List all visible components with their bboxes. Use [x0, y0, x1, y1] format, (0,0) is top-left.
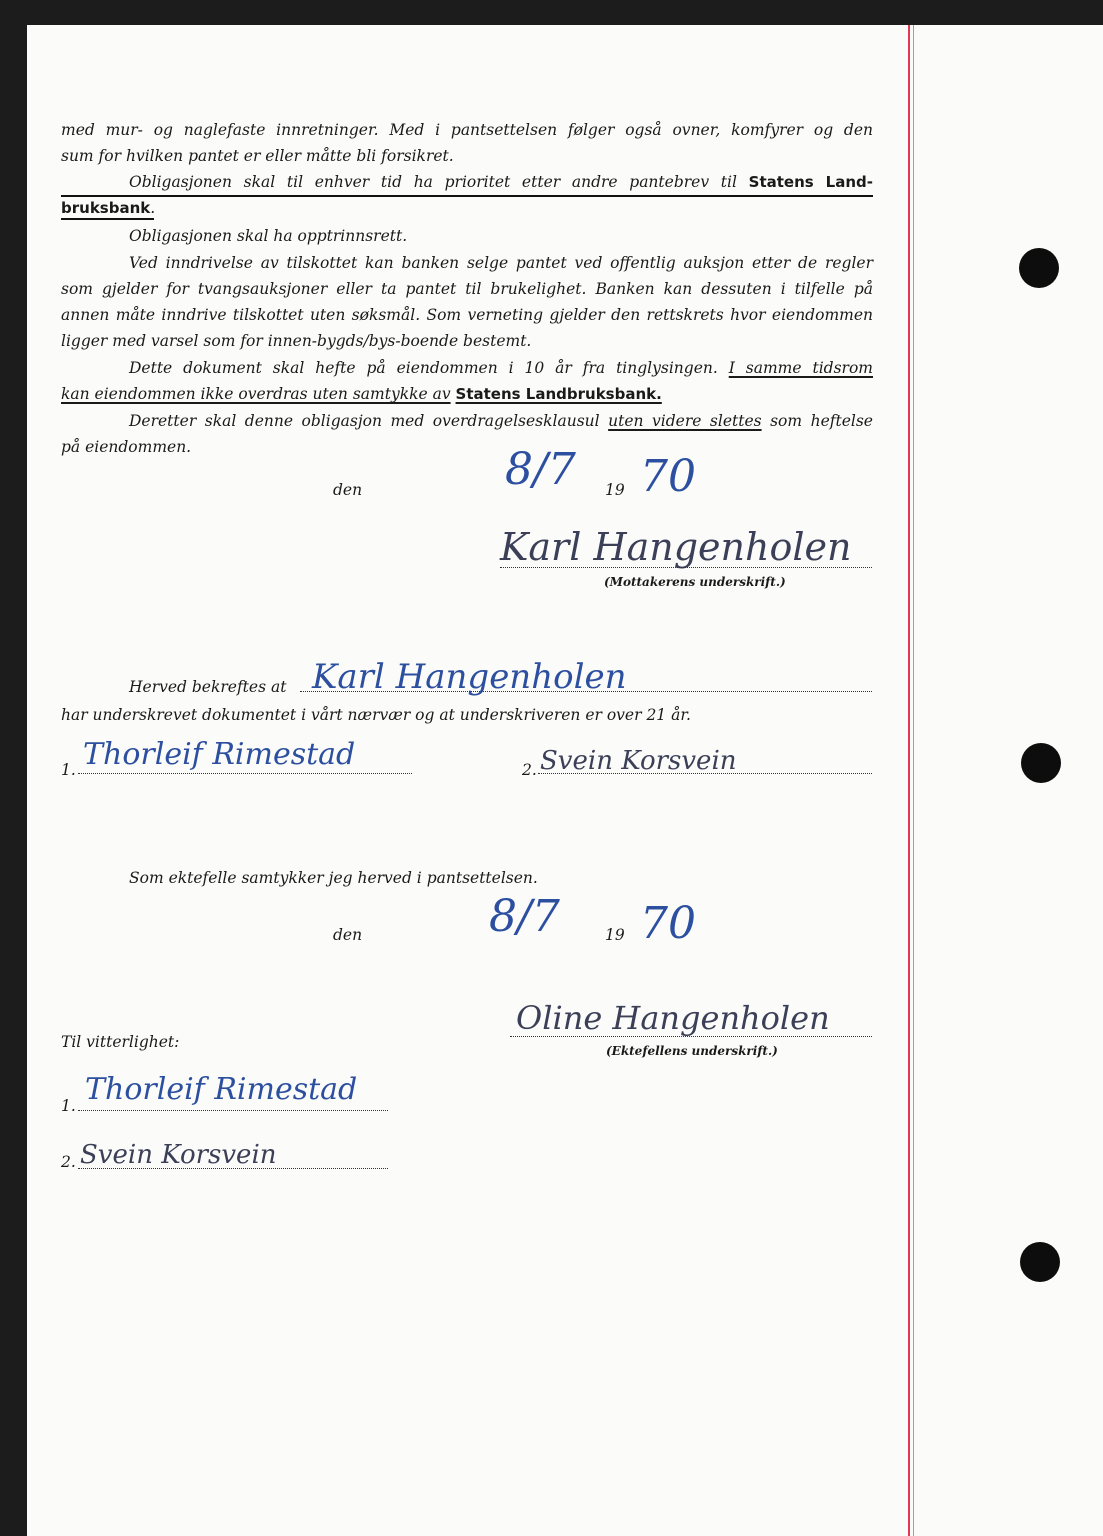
red-margin-line [908, 25, 910, 1536]
deletion-emphasis: uten videre slettes [608, 412, 762, 430]
spouse-caption: (Ektefellens underskrift.) [606, 1044, 778, 1058]
scan-border-top [0, 0, 1103, 25]
underline-bank [61, 218, 154, 220]
date-century-2: 19 [605, 926, 625, 944]
text-line-3 [61, 172, 873, 192]
date-year-1: 70 [640, 451, 696, 502]
priority-clause: Obligasjonen skal til enhver tid ha prioritet etter andre pantebrev til [129, 173, 737, 191]
final-witness-line-1 [78, 1110, 388, 1111]
text-line-1: med mur- og naglefaste innretninger. Med i pantsettelsen følger også ovner, komfyrer og den [61, 121, 873, 139]
text-line-6: Ved inndrivelse av tilskottet kan banken selge pantet ved offentlig auksjon etter de regler [129, 254, 873, 272]
text-line-2: sum for hvilken pantet er eller måtte bli forsikret. [61, 147, 454, 165]
spouse-signature-line [510, 1036, 872, 1037]
witness-line-2 [538, 773, 872, 774]
text-line-9: ligger med varsel som for innen-bygds/bys-boende bestemt. [61, 332, 532, 350]
date-label-1: den [333, 481, 363, 499]
final-witness-number-1: 1. [61, 1097, 76, 1115]
duration-clause: Dette dokument skal hefte på eiendommen i 10 år fra tinglysingen. [129, 359, 718, 377]
red-margin-line-secondary [913, 25, 914, 1536]
confirmation-name-line [300, 691, 872, 692]
final-witness-signature-1: Thorleif Rimestad [85, 1072, 358, 1107]
text-line-13: på eiendommen. [61, 438, 192, 456]
date-year-2: 70 [640, 898, 696, 949]
date-day-2: 8/7 [489, 891, 560, 942]
text-line-7: som gjelder for tvangsauksjoner eller ta pantet til brukelighet. Banken kan dessuten i tilfelle på [61, 280, 873, 298]
text-line-10 [61, 358, 873, 378]
confirmation-name: Karl Hangenholen [312, 657, 627, 697]
text-line-4 [61, 198, 873, 218]
final-witness-signature-2: Svein Korsvein [80, 1140, 277, 1170]
text-line-11 [61, 384, 873, 404]
bank-name: Statens Land- [748, 173, 874, 191]
spouse-consent-text: Som ektefelle samtykker jeg herved i pantsettelsen. [129, 869, 538, 887]
date-century-1: 19 [605, 481, 625, 499]
scan-border-left [0, 0, 27, 1536]
bank-name-2: Statens Landbruksbank. [455, 385, 662, 403]
text-line-8: annen måte inndrive tilskottet uten søksmål. Som verneting gjelder den rettskrets hvor eiendommen [61, 306, 873, 324]
recipient-caption: (Mottakerens underskrift.) [604, 575, 786, 589]
witness-number-2: 2. [522, 761, 537, 779]
witness-number-1: 1. [61, 761, 76, 779]
witness-signature-2: Svein Korsvein [540, 746, 737, 776]
witness-label: Til vitterlighet: [61, 1033, 180, 1051]
deletion-clause: Deretter skal denne obligasjon med overdragelsesklausul [129, 412, 600, 430]
bank-name-cont: bruksbank [61, 199, 151, 217]
date-day-1: 8/7 [505, 444, 576, 495]
transfer-clause: kan eiendommen ikke overdras uten samtykke av [61, 385, 451, 403]
underline-priority [61, 195, 873, 197]
final-witness-line-2 [78, 1168, 388, 1169]
spouse-signature: Oline Hangenholen [516, 999, 830, 1037]
confirmation-text: har underskrevet dokumentet i vårt nærvær og at underskriveren er over 21 år. [61, 706, 691, 724]
text-line-12 [61, 411, 873, 431]
recipient-signature-line [500, 567, 872, 568]
text-line-5: Obligasjonen skal ha opptrinnsrett. [129, 227, 408, 245]
final-witness-number-2: 2. [61, 1153, 76, 1171]
witness-line-1 [78, 773, 412, 774]
period: . [150, 199, 156, 217]
punch-hole-top [1019, 248, 1059, 288]
same-period-clause: I samme tidsrom [728, 359, 873, 377]
confirmation-label: Herved bekreftes at [129, 678, 287, 696]
punch-hole-bottom [1020, 1242, 1060, 1282]
date-label-2: den [333, 926, 363, 944]
recipient-signature: Karl Hangenholen [500, 525, 852, 569]
punch-hole-middle [1021, 743, 1061, 783]
deletion-end: som heftelse [770, 412, 873, 430]
witness-signature-1: Thorleif Rimestad [83, 737, 356, 772]
